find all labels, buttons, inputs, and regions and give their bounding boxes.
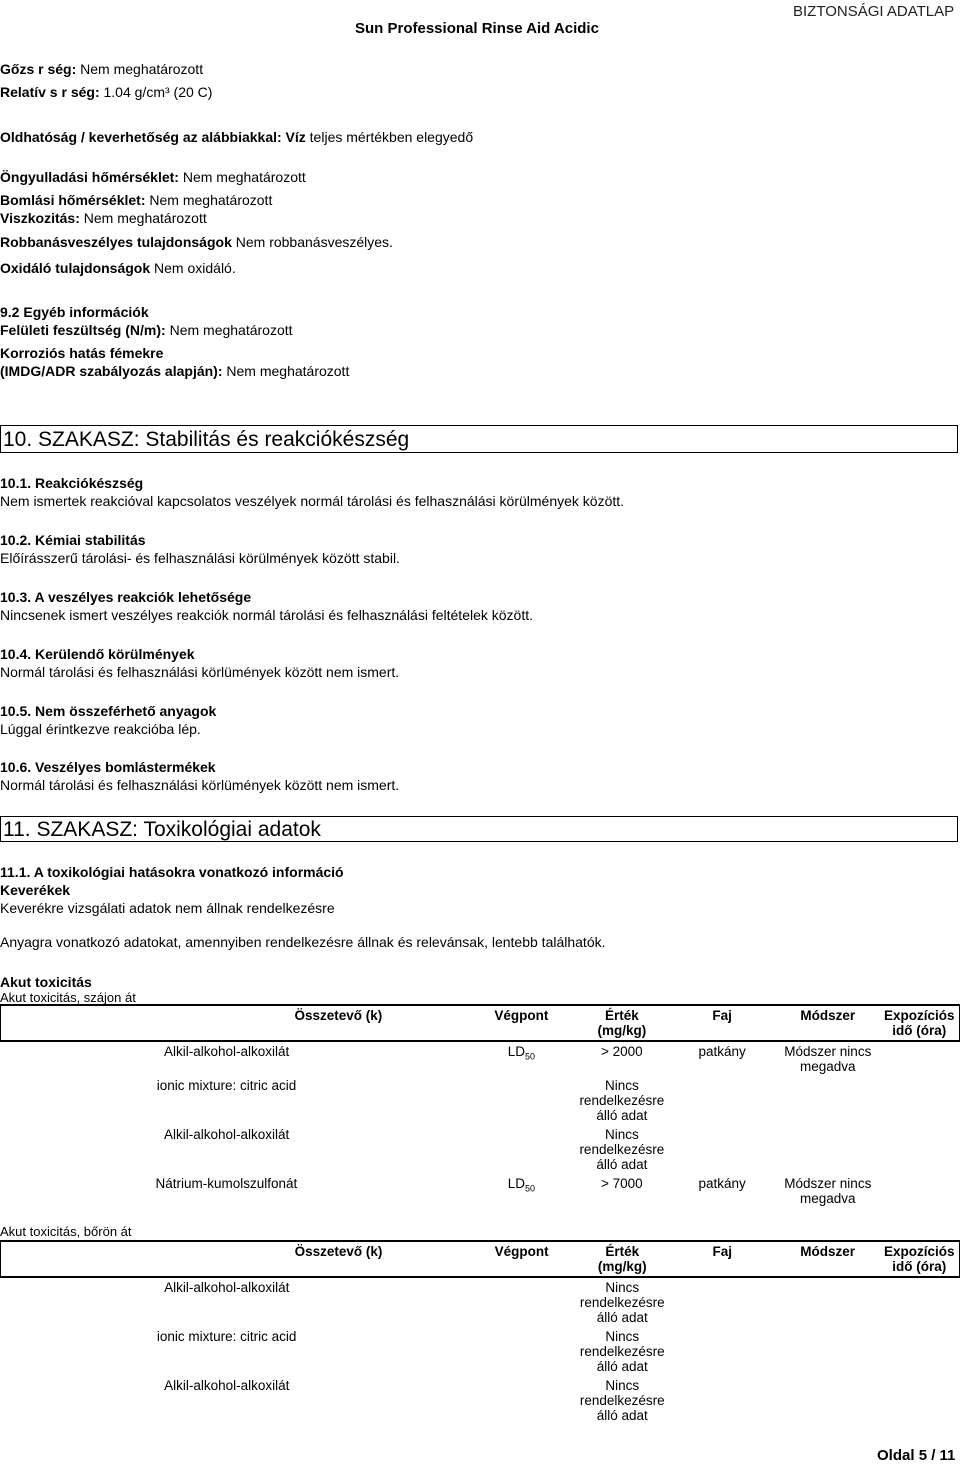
s11-1-title: 11.1. A toxikológiai hatásokra vonatkozó információ [0,864,344,880]
row-value: Nincs rendelkezésre álló adat [579,1078,665,1123]
col-method: Módszer [800,1008,856,1023]
section-10-header: 10. SZAKASZ: Stabilitás és reakciókészség [0,425,958,453]
col-exposure: Expozíciós idő (óra) [883,1244,955,1274]
col-species: Faj [712,1244,733,1259]
col-value: Érték (mg/kg) [597,1244,647,1274]
row-value: Nincs rendelkezésre álló adat [579,1127,665,1172]
table-header-row [1,1241,960,1277]
s10-1-title: 10.1. Reakciókészség [0,475,144,491]
row-endpoint: $LD_{50}$ [507,1044,536,1062]
row-component: Alkil-alkohol-alkoxilát [164,1280,290,1295]
table-row [1,1376,960,1425]
prop-oxidising: Oxidáló tulajdonságok Nem oxidáló. [0,260,236,276]
row-component: Nátrium-kumolszulfonát [155,1176,298,1191]
table-row [1,1327,960,1376]
s10-5-text: Lúggal érintkezve reakcióba lép. [0,721,201,737]
table-row [1,1277,960,1327]
s10-5-title: 10.5. Nem összeférhető anyagok [0,703,217,719]
s10-6-text: Normál tárolási és felhasználási körlümények között nem ismert. [0,777,400,793]
page-number: Oldal 5 / 11 [877,1447,956,1464]
s10-4-text: Normál tárolási és felhasználási körlümények között nem ismert. [0,664,400,680]
row-value: Nincs rendelkezésre álló adat [579,1378,665,1423]
table-row [1,1174,960,1208]
table-row [1,1125,960,1174]
row-value: Nincs rendelkezésre álló adat [579,1329,665,1374]
s10-3-title: 10.3. A veszélyes reakciók lehetősége [0,589,252,605]
row-component: Alkil-alkohol-alkoxilát [164,1378,290,1393]
row-method: Módszer nincs megadva [784,1176,872,1206]
s10-2-title: 10.2. Kémiai stabilitás [0,532,146,548]
s10-3-text: Nincsenek ismert veszélyes reakciók normál tárolási és felhasználási feltételek között. [0,607,534,623]
table-row [1,1076,960,1125]
dermal-toxicity-table [0,1240,960,1425]
s10-1-text: Nem ismertek reakcióval kapcsolatos veszélyek normál tárolási és felhasználási körülmények között. [0,493,625,509]
col-endpoint: Végpont [494,1244,549,1259]
subsection-9-2-title: 9.2 Egyéb információk [0,304,149,320]
oral-toxicity-heading: Akut toxicitás, szájon át [0,990,136,1005]
mixtures-text: Keverékre vizsgálati adatok nem állnak rendelkezésre [0,900,335,916]
section-11-header: 11. SZAKASZ: Toxikológiai adatok [0,816,958,842]
prop-corrosion-label: Korroziós hatás fémekre [0,345,164,361]
prop-autoignition: Öngyulladási hőmérséklet: Nem meghatározott [0,169,306,185]
col-component: Összetevő (k) [294,1008,383,1023]
document-type: BIZTONSÁGI ADATLAP [793,3,955,20]
mixtures-heading: Keverékek [0,882,71,898]
acute-toxicity-heading: Akut toxicitás [0,974,92,990]
row-species: patkány [698,1044,746,1059]
prop-decomposition: Bomlási hőmérséklet: Nem meghatározott [0,192,273,208]
prop-explosive: Robbanásveszélyes tulajdonságok Nem robbanásveszélyes. [0,234,393,250]
row-component: Alkil-alkohol-alkoxilát [164,1127,290,1142]
col-value: Érték (mg/kg) [597,1008,647,1038]
prop-surface-tension: Felületi feszültség (N/m): Nem meghatározott [0,322,293,338]
row-method: Módszer nincs megadva [784,1044,872,1074]
row-component: ionic mixture: citric acid [156,1329,297,1344]
prop-vapour-density: Gőzs r ség: Nem meghatározott [0,61,204,77]
prop-solubility: Oldhatóság / keverhetőség az alábbiakkal: Víz teljes mértékben elegyedő [0,129,474,145]
dermal-toxicity-heading: Akut toxicitás, bőrön át [0,1224,132,1239]
document-product-title: Sun Professional Rinse Aid Acidic [355,20,599,37]
col-component: Összetevő (k) [294,1244,383,1259]
prop-relative-density: Relatív s r ség: 1.04 g/cm³ (20 C) [0,84,213,100]
row-value: > 2000 [601,1044,643,1059]
s10-4-title: 10.4. Kerülendő körülmények [0,646,195,662]
row-value: Nincs rendelkezésre álló adat [579,1280,665,1325]
prop-viscosity: Viszkozitás: Nem meghatározott [0,210,207,226]
col-endpoint: Végpont [494,1008,549,1023]
substance-text: Anyagra vonatkozó adatokat, amennyiben rendelkezésre állnak és relevánsak, lentebb találhatók. [0,934,606,950]
prop-corrosion: (IMDG/ADR szabályozás alapján): Nem meghatározott [0,363,350,379]
table-header-row [1,1005,960,1041]
col-species: Faj [712,1008,732,1023]
s10-2-text: Előírásszerű tárolási- és felhasználási körülmények között stabil. [0,550,400,566]
table-row [1,1041,960,1076]
row-component: Alkil-alkohol-alkoxilát [164,1044,290,1059]
col-exposure: Expozíciós idő (óra) [883,1008,955,1038]
row-endpoint: $LD_{50}$ [507,1176,536,1194]
row-species: patkány [698,1176,746,1191]
s10-6-title: 10.6. Veszélyes bomlástermékek [0,759,216,775]
row-value: > 7000 [601,1176,643,1191]
row-component: ionic mixture: citric acid [156,1078,297,1093]
oral-toxicity-table [0,1004,960,1208]
col-method: Módszer [800,1244,856,1259]
